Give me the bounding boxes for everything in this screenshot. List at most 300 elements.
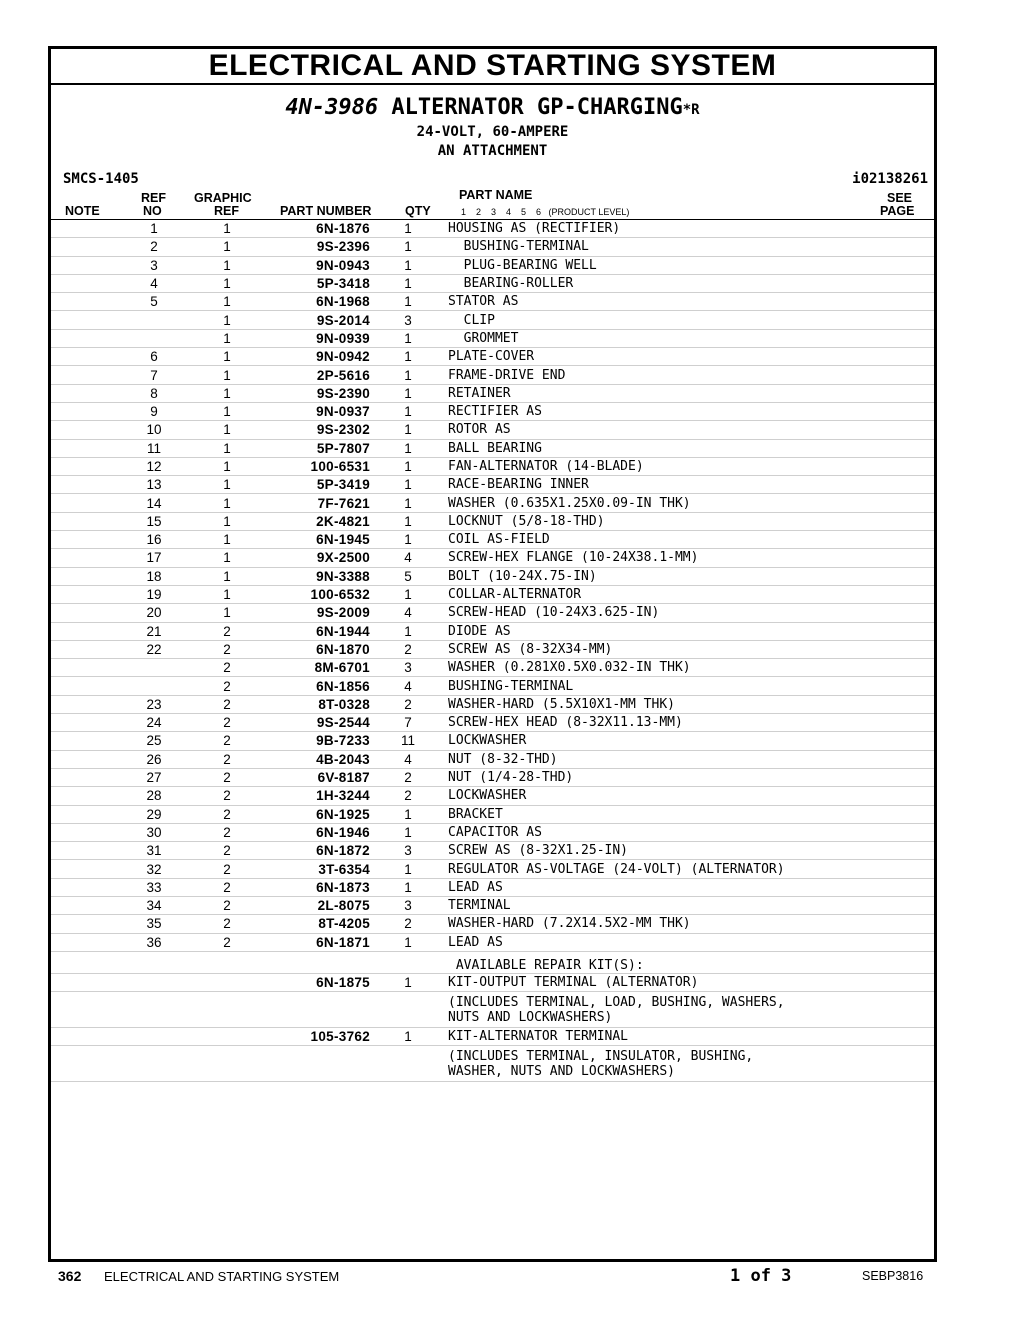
- note-cell: [51, 457, 121, 475]
- graphic-ref-cell: 1: [187, 457, 267, 475]
- ref-no-cell: 28: [121, 787, 187, 805]
- note-cell: [51, 805, 121, 823]
- graphic-ref-cell: 2: [187, 787, 267, 805]
- parts-table: [51, 220, 934, 1082]
- part-number-cell: 9S-2544: [267, 714, 370, 732]
- part-number-cell: 6N-1872: [267, 842, 370, 860]
- qty-cell: 1: [370, 457, 446, 475]
- note-cell: [51, 768, 121, 786]
- graphic-ref-cell: 1: [187, 329, 267, 347]
- part-name-cell: BRACKET: [446, 805, 874, 823]
- table-row: [51, 238, 934, 256]
- table-row: [51, 549, 934, 567]
- ref-no-cell: 22: [121, 640, 187, 658]
- table-row: [51, 659, 934, 677]
- note-cell: [51, 293, 121, 311]
- qty-cell: 2: [370, 787, 446, 805]
- graphic-ref-cell: 2: [187, 805, 267, 823]
- part-number-cell: 8M-6701: [267, 659, 370, 677]
- header-graphic-bottom: REF: [214, 204, 239, 218]
- note-cell: [51, 823, 121, 841]
- see-page-cell: [874, 622, 934, 640]
- qty-cell: 1: [370, 220, 446, 238]
- see-page-cell: [874, 329, 934, 347]
- see-page-cell: [874, 531, 934, 549]
- ref-no-cell: 1: [121, 220, 187, 238]
- table-row: [51, 476, 934, 494]
- part-number-cell: 9N-0937: [267, 402, 370, 420]
- part-name-cell: NUT (8-32-THD): [446, 750, 874, 768]
- part-number-cell: 9B-7233: [267, 732, 370, 750]
- ref-no-cell: 6: [121, 348, 187, 366]
- see-page-cell: [874, 878, 934, 896]
- empty-cell: [187, 951, 267, 973]
- part-name-cell: SCREW-HEX HEAD (8-32X11.13-MM): [446, 714, 874, 732]
- part-name-cell: COLLAR-ALTERNATOR: [446, 585, 874, 603]
- part-number-cell: 6N-1925: [267, 805, 370, 823]
- table-row: [51, 878, 934, 896]
- see-page-cell: [874, 366, 934, 384]
- header-see-bottom: PAGE: [880, 204, 915, 218]
- see-page-cell: [874, 750, 934, 768]
- qty-cell: 2: [370, 915, 446, 933]
- graphic-ref-cell: 1: [187, 531, 267, 549]
- page-footer: [0, 1266, 1020, 1290]
- see-page-cell: [874, 896, 934, 914]
- ref-no-cell: 18: [121, 567, 187, 585]
- graphic-ref-cell: 2: [187, 878, 267, 896]
- note-cell: [51, 311, 121, 329]
- part-name-cell: BALL BEARING: [446, 439, 874, 457]
- header-part-name: PART NAME: [459, 188, 533, 202]
- see-page-cell: [874, 457, 934, 475]
- table-row: [51, 695, 934, 713]
- qty-cell: 1: [370, 476, 446, 494]
- part-name-cell: HOUSING AS (RECTIFIER): [446, 220, 874, 238]
- part-number-cell: 100-6531: [267, 457, 370, 475]
- see-page-cell: [874, 933, 934, 951]
- kit-qty-cell: 1: [370, 1028, 446, 1046]
- ref-no-cell: 34: [121, 896, 187, 914]
- qty-cell: 2: [370, 695, 446, 713]
- table-row: [51, 732, 934, 750]
- graphic-ref-cell: 2: [187, 860, 267, 878]
- part-name-cell: NUT (1/4-28-THD): [446, 768, 874, 786]
- graphic-ref-cell: 1: [187, 220, 267, 238]
- qty-cell: 7: [370, 714, 446, 732]
- part-number-cell: 5P-7807: [267, 439, 370, 457]
- table-row: [51, 896, 934, 914]
- ref-no-cell: 9: [121, 402, 187, 420]
- empty-cell: [187, 1046, 267, 1082]
- footer-page-number: 362: [58, 1268, 82, 1284]
- see-page-cell: [874, 787, 934, 805]
- part-number-cell: 6N-1876: [267, 220, 370, 238]
- graphic-ref-cell: 1: [187, 238, 267, 256]
- table-row: [51, 787, 934, 805]
- note-cell: [51, 402, 121, 420]
- footer-page-of: 1 of 3: [730, 1266, 792, 1286]
- ref-no-cell: 5: [121, 293, 187, 311]
- part-number-cell: 1H-3244: [267, 787, 370, 805]
- part-number-cell: 6N-1946: [267, 823, 370, 841]
- page-title: ELECTRICAL AND STARTING SYSTEM: [51, 49, 934, 85]
- group-title: [51, 95, 934, 123]
- ref-no-cell: 23: [121, 695, 187, 713]
- graphic-ref-cell: 1: [187, 549, 267, 567]
- part-number-cell: 6N-1944: [267, 622, 370, 640]
- see-page-cell: [874, 311, 934, 329]
- note-cell: [51, 677, 121, 695]
- see-page-cell: [874, 384, 934, 402]
- table-row: [51, 750, 934, 768]
- table-row: [51, 421, 934, 439]
- graphic-ref-cell: 2: [187, 896, 267, 914]
- see-page-cell: [874, 293, 934, 311]
- graphic-ref-cell: 1: [187, 476, 267, 494]
- ref-no-cell: 2: [121, 238, 187, 256]
- group-part-number: 4N-3986: [285, 95, 379, 120]
- note-cell: [51, 842, 121, 860]
- qty-cell: 1: [370, 293, 446, 311]
- empty-cell: [51, 951, 121, 973]
- part-number-cell: 8T-0328: [267, 695, 370, 713]
- part-number-cell: 9S-2396: [267, 238, 370, 256]
- graphic-ref-cell: 1: [187, 585, 267, 603]
- ref-no-cell: 27: [121, 768, 187, 786]
- table-row: [51, 604, 934, 622]
- see-page-cell: [874, 640, 934, 658]
- see-page-cell: [874, 823, 934, 841]
- part-number-cell: 6N-1871: [267, 933, 370, 951]
- qty-cell: 3: [370, 311, 446, 329]
- part-name-cell: BOLT (10-24X.75-IN): [446, 567, 874, 585]
- ref-no-cell: [121, 311, 187, 329]
- header-see-top: SEE: [887, 191, 913, 205]
- kit-note-row: [51, 1046, 934, 1082]
- see-page-cell: [874, 992, 934, 1028]
- note-cell: [51, 366, 121, 384]
- graphic-ref-cell: 1: [187, 348, 267, 366]
- empty-cell: [121, 992, 187, 1028]
- part-name-cell: LOCKWASHER: [446, 787, 874, 805]
- table-row: [51, 311, 934, 329]
- header-graphic-top: GRAPHIC: [194, 191, 252, 205]
- ref-no-cell: 35: [121, 915, 187, 933]
- see-page-cell: [874, 220, 934, 238]
- graphic-ref-cell: 2: [187, 714, 267, 732]
- table-row: [51, 567, 934, 585]
- kit-row: [51, 973, 934, 991]
- note-cell: [51, 1028, 121, 1046]
- qty-cell: 1: [370, 933, 446, 951]
- table-row: [51, 585, 934, 603]
- see-page-cell: [874, 714, 934, 732]
- qty-cell: 1: [370, 878, 446, 896]
- ref-no-cell: 13: [121, 476, 187, 494]
- part-name-cell: SCREW AS (8-32X34-MM): [446, 640, 874, 658]
- note-cell: [51, 787, 121, 805]
- part-number-cell: 5P-3418: [267, 274, 370, 292]
- see-page-cell: [874, 805, 934, 823]
- graphic-ref-cell: 2: [187, 915, 267, 933]
- ref-no-cell: 26: [121, 750, 187, 768]
- footer-doc-id: SEBP3816: [862, 1269, 924, 1283]
- see-page-cell: [874, 951, 934, 973]
- part-name-cell: ROTOR AS: [446, 421, 874, 439]
- qty-cell: 1: [370, 348, 446, 366]
- empty-cell: [267, 1046, 370, 1082]
- ref-no-cell: 15: [121, 512, 187, 530]
- note-cell: [51, 329, 121, 347]
- graphic-ref-cell: 1: [187, 512, 267, 530]
- empty-cell: [267, 951, 370, 973]
- kit-note-row: [51, 992, 934, 1028]
- table-row: [51, 366, 934, 384]
- part-number-cell: 9N-0942: [267, 348, 370, 366]
- qty-cell: 1: [370, 421, 446, 439]
- see-page-cell: [874, 494, 934, 512]
- table-row: [51, 329, 934, 347]
- note-cell: [51, 220, 121, 238]
- qty-cell: 1: [370, 823, 446, 841]
- see-page-cell: [874, 439, 934, 457]
- kit-includes-note: (INCLUDES TERMINAL, INSULATOR, BUSHING, WASHER, NUTS AND LOCKWASHERS): [446, 1046, 874, 1082]
- table-row: [51, 714, 934, 732]
- part-name-cell: BUSHING-TERMINAL: [446, 238, 874, 256]
- note-cell: [51, 238, 121, 256]
- note-cell: [51, 915, 121, 933]
- ref-no-cell: 33: [121, 878, 187, 896]
- part-number-cell: 6N-1968: [267, 293, 370, 311]
- ref-no-cell: [121, 973, 187, 991]
- part-number-cell: 6N-1870: [267, 640, 370, 658]
- table-row: [51, 842, 934, 860]
- graphic-ref-cell: 2: [187, 677, 267, 695]
- ref-no-cell: 20: [121, 604, 187, 622]
- see-page-cell: [874, 677, 934, 695]
- note-cell: [51, 659, 121, 677]
- footer-section: ELECTRICAL AND STARTING SYSTEM: [104, 1269, 340, 1284]
- see-page-cell: [874, 973, 934, 991]
- graphic-ref-cell: 1: [187, 384, 267, 402]
- qty-cell: 11: [370, 732, 446, 750]
- see-page-cell: [874, 1046, 934, 1082]
- qty-cell: 1: [370, 366, 446, 384]
- header-qty: QTY: [405, 204, 431, 218]
- part-number-cell: 9N-0939: [267, 329, 370, 347]
- table-row: [51, 512, 934, 530]
- group-attachment: AN ATTACHMENT: [437, 143, 548, 159]
- ref-no-cell: 8: [121, 384, 187, 402]
- empty-cell: [370, 1046, 446, 1082]
- empty-cell: [187, 992, 267, 1028]
- see-page-cell: [874, 695, 934, 713]
- note-cell: [51, 549, 121, 567]
- kit-heading: AVAILABLE REPAIR KIT(S):: [446, 951, 874, 973]
- empty-cell: [370, 992, 446, 1028]
- see-page-cell: [874, 421, 934, 439]
- part-name-cell: FAN-ALTERNATOR (14-BLADE): [446, 457, 874, 475]
- part-number-cell: 5P-3419: [267, 476, 370, 494]
- header-ref-top: REF: [141, 191, 166, 205]
- ref-no-cell: 31: [121, 842, 187, 860]
- ref-no-cell: 12: [121, 457, 187, 475]
- note-cell: [51, 348, 121, 366]
- part-name-cell: CAPACITOR AS: [446, 823, 874, 841]
- ref-no-cell: 29: [121, 805, 187, 823]
- ref-no-cell: 11: [121, 439, 187, 457]
- header-ref-bottom: NO: [143, 204, 162, 218]
- part-number-cell: 3T-6354: [267, 860, 370, 878]
- part-number-cell: 100-6532: [267, 585, 370, 603]
- see-page-cell: [874, 402, 934, 420]
- note-cell: [51, 439, 121, 457]
- table-row: [51, 860, 934, 878]
- see-page-cell: [874, 476, 934, 494]
- graphic-ref-cell: 2: [187, 659, 267, 677]
- group-name: ALTERNATOR GP-CHARGING: [378, 95, 683, 120]
- see-page-cell: [874, 1028, 934, 1046]
- ref-no-cell: [121, 1028, 187, 1046]
- part-name-cell: SCREW AS (8-32X1.25-IN): [446, 842, 874, 860]
- part-name-cell: BEARING-ROLLER: [446, 274, 874, 292]
- part-name-cell: SCREW-HEAD (10-24X3.625-IN): [446, 604, 874, 622]
- graphic-ref-cell: 2: [187, 842, 267, 860]
- part-number-cell: 9S-2390: [267, 384, 370, 402]
- table-row: [51, 274, 934, 292]
- note-cell: [51, 604, 121, 622]
- empty-cell: [51, 1046, 121, 1082]
- table-row: [51, 622, 934, 640]
- graphic-ref-cell: 2: [187, 933, 267, 951]
- part-number-cell: 2L-8075: [267, 896, 370, 914]
- kit-part-number-cell: 6N-1875: [267, 973, 370, 991]
- part-name-cell: WASHER (0.281X0.5X0.032-IN THK): [446, 659, 874, 677]
- part-name-cell: LEAD AS: [446, 933, 874, 951]
- table-row: [51, 531, 934, 549]
- graphic-ref-cell: [187, 1028, 267, 1046]
- kit-includes-note: (INCLUDES TERMINAL, LOAD, BUSHING, WASHERS, NUTS AND LOCKWASHERS): [446, 992, 874, 1028]
- part-name-cell: WASHER-HARD (7.2X14.5X2-MM THK): [446, 915, 874, 933]
- graphic-ref-cell: 1: [187, 366, 267, 384]
- see-page-cell: [874, 860, 934, 878]
- graphic-ref-cell: 1: [187, 402, 267, 420]
- qty-cell: 1: [370, 585, 446, 603]
- note-cell: [51, 512, 121, 530]
- part-name-cell: RACE-BEARING INNER: [446, 476, 874, 494]
- ref-no-cell: 14: [121, 494, 187, 512]
- graphic-ref-cell: 1: [187, 567, 267, 585]
- part-number-cell: 9N-0943: [267, 256, 370, 274]
- part-name-cell: PLATE-COVER: [446, 348, 874, 366]
- graphic-ref-cell: 2: [187, 768, 267, 786]
- header-product-levels: 1 2 3 4 5 6 (PRODUCT LEVEL): [461, 207, 630, 217]
- kit-heading-row: [51, 951, 934, 973]
- header-part-number: PART NUMBER: [280, 204, 372, 218]
- qty-cell: 4: [370, 677, 446, 695]
- ref-no-cell: 25: [121, 732, 187, 750]
- see-page-cell: [874, 842, 934, 860]
- group-heading: [51, 85, 934, 161]
- ref-no-cell: 16: [121, 531, 187, 549]
- note-cell: [51, 421, 121, 439]
- ref-no-cell: 17: [121, 549, 187, 567]
- part-number-cell: 6V-8187: [267, 768, 370, 786]
- ref-no-cell: 21: [121, 622, 187, 640]
- see-page-cell: [874, 256, 934, 274]
- column-headers: [51, 188, 934, 220]
- table-row: [51, 640, 934, 658]
- qty-cell: 1: [370, 402, 446, 420]
- see-page-cell: [874, 768, 934, 786]
- empty-cell: [121, 951, 187, 973]
- part-name-cell: TERMINAL: [446, 896, 874, 914]
- table-row: [51, 384, 934, 402]
- graphic-ref-cell: 1: [187, 604, 267, 622]
- table-row: [51, 293, 934, 311]
- note-cell: [51, 973, 121, 991]
- note-cell: [51, 732, 121, 750]
- part-name-cell: FRAME-DRIVE END: [446, 366, 874, 384]
- part-number-cell: 7F-7621: [267, 494, 370, 512]
- group-suffix: *R: [682, 102, 700, 118]
- graphic-ref-cell: 2: [187, 732, 267, 750]
- qty-cell: 2: [370, 768, 446, 786]
- part-name-cell: PLUG-BEARING WELL: [446, 256, 874, 274]
- qty-cell: 4: [370, 549, 446, 567]
- smcs-code: SMCS-1405: [63, 171, 139, 187]
- ref-no-cell: 24: [121, 714, 187, 732]
- graphic-ref-cell: 2: [187, 695, 267, 713]
- graphic-ref-cell: 1: [187, 274, 267, 292]
- table-row: [51, 348, 934, 366]
- see-page-cell: [874, 238, 934, 256]
- qty-cell: 1: [370, 494, 446, 512]
- ref-no-cell: [121, 329, 187, 347]
- note-cell: [51, 933, 121, 951]
- graphic-ref-cell: 2: [187, 622, 267, 640]
- graphic-ref-cell: 1: [187, 293, 267, 311]
- ref-no-cell: 7: [121, 366, 187, 384]
- part-name-cell: LEAD AS: [446, 878, 874, 896]
- part-name-cell: WASHER-HARD (5.5X10X1-MM THK): [446, 695, 874, 713]
- qty-cell: 1: [370, 256, 446, 274]
- note-cell: [51, 494, 121, 512]
- part-name-cell: COIL AS-FIELD: [446, 531, 874, 549]
- qty-cell: 1: [370, 512, 446, 530]
- qty-cell: 4: [370, 750, 446, 768]
- part-number-cell: 9S-2014: [267, 311, 370, 329]
- graphic-ref-cell: 1: [187, 256, 267, 274]
- note-cell: [51, 896, 121, 914]
- see-page-cell: [874, 567, 934, 585]
- part-name-cell: SCREW-HEX FLANGE (10-24X38.1-MM): [446, 549, 874, 567]
- part-name-cell: DIODE AS: [446, 622, 874, 640]
- part-number-cell: 6N-1873: [267, 878, 370, 896]
- graphic-ref-cell: 1: [187, 494, 267, 512]
- empty-cell: [267, 992, 370, 1028]
- see-page-cell: [874, 549, 934, 567]
- note-cell: [51, 750, 121, 768]
- table-row: [51, 439, 934, 457]
- part-name-cell: GROMMET: [446, 329, 874, 347]
- note-cell: [51, 622, 121, 640]
- ref-no-cell: 3: [121, 256, 187, 274]
- graphic-ref-cell: [187, 973, 267, 991]
- graphic-ref-cell: 2: [187, 640, 267, 658]
- qty-cell: 1: [370, 274, 446, 292]
